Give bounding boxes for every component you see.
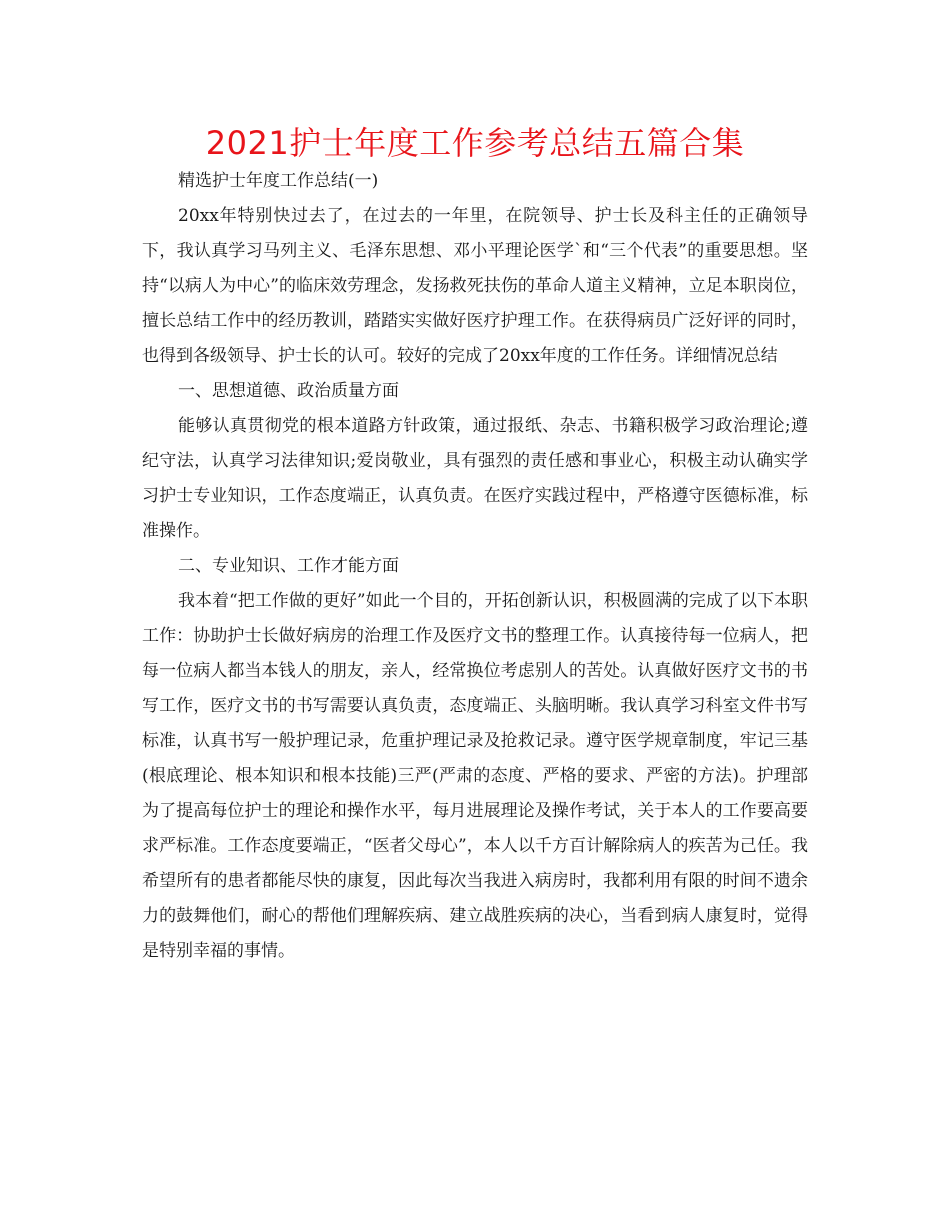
body-paragraph-intro: 20xx年特别快过去了，在过去的一年里，在院领导、护士长及科主任的正确领导下，我认真学习马列主义、毛泽东思想、邓小平理论医学`和“三个代表”的重要思想。坚持“以病人为中心”的临床效劳理念，发扬救死扶伤的革命人道主义精神，立足本职岗位，擅长总结工作中的经历教训，踏踏实实做好医疗护理工作。在获得病员广泛好评的同时，也得到各级领导、护士长的认可。较好的完成了20xx年度的工作任务。详细情况总结: [142, 206, 808, 366]
section-heading-ideology: 一、思想道德、政治质量方面: [178, 381, 399, 401]
body-paragraph-expertise: 我本着“把工作做的更好”如此一个目的，开拓创新认识，积极圆满的完成了以下本职工作：协助护士长做好病房的治理工作及医疗文书的整理工作。认真接待每一位病人，把每一位病人都当本钱人的朋友，亲人，经常换位考虑别人的苦处。认真做好医疗文书的书写工作，医疗文书的书写需要认真负责，态度端正、头脑明晰。我认真学习科室文件书写标准，认真书写一般护理记录，危重护理记录及抢救记录。遵守医学规章制度，牢记三基(根底理论、根本知识和根本技能)三严(严肃的态度、严格的要求、严密的方法)。护理部为了提高每位护士的理论和操作水平，每月进展理论及操作考试，关于本人的工作要高要求严标准。工作态度要端正，“医者父母心”，本人以千方百计解除病人的疾苦为己任。我希望所有的患者都能尽快的康复，因此每次当我进入病房时，我都利用有限的时间不遗余力的鼓舞他们，耐心的帮他们理解疾病、建立战胜疾病的决心，当看到病人康复时，觉得是特别幸福的事情。: [142, 591, 808, 961]
body-paragraph-ideology: 能够认真贯彻党的根本道路方针政策，通过报纸、杂志、书籍积极学习政治理论;遵纪守法，认真学习法律知识;爱岗敬业，具有强烈的责任感和事业心，积极主动认确实学习护士专业知识，工作态度端正，认真负责。在医疗实践过程中，严格遵守医德标准，标准操作。: [142, 416, 808, 541]
section-heading-summary-one: 精选护士年度工作总结(一): [178, 171, 379, 191]
document-body: [142, 164, 808, 969]
section-heading-expertise: 二、专业知识、工作才能方面: [178, 556, 399, 576]
document-title: 2021护士年度工作参考总结五篇合集: [205, 124, 745, 162]
